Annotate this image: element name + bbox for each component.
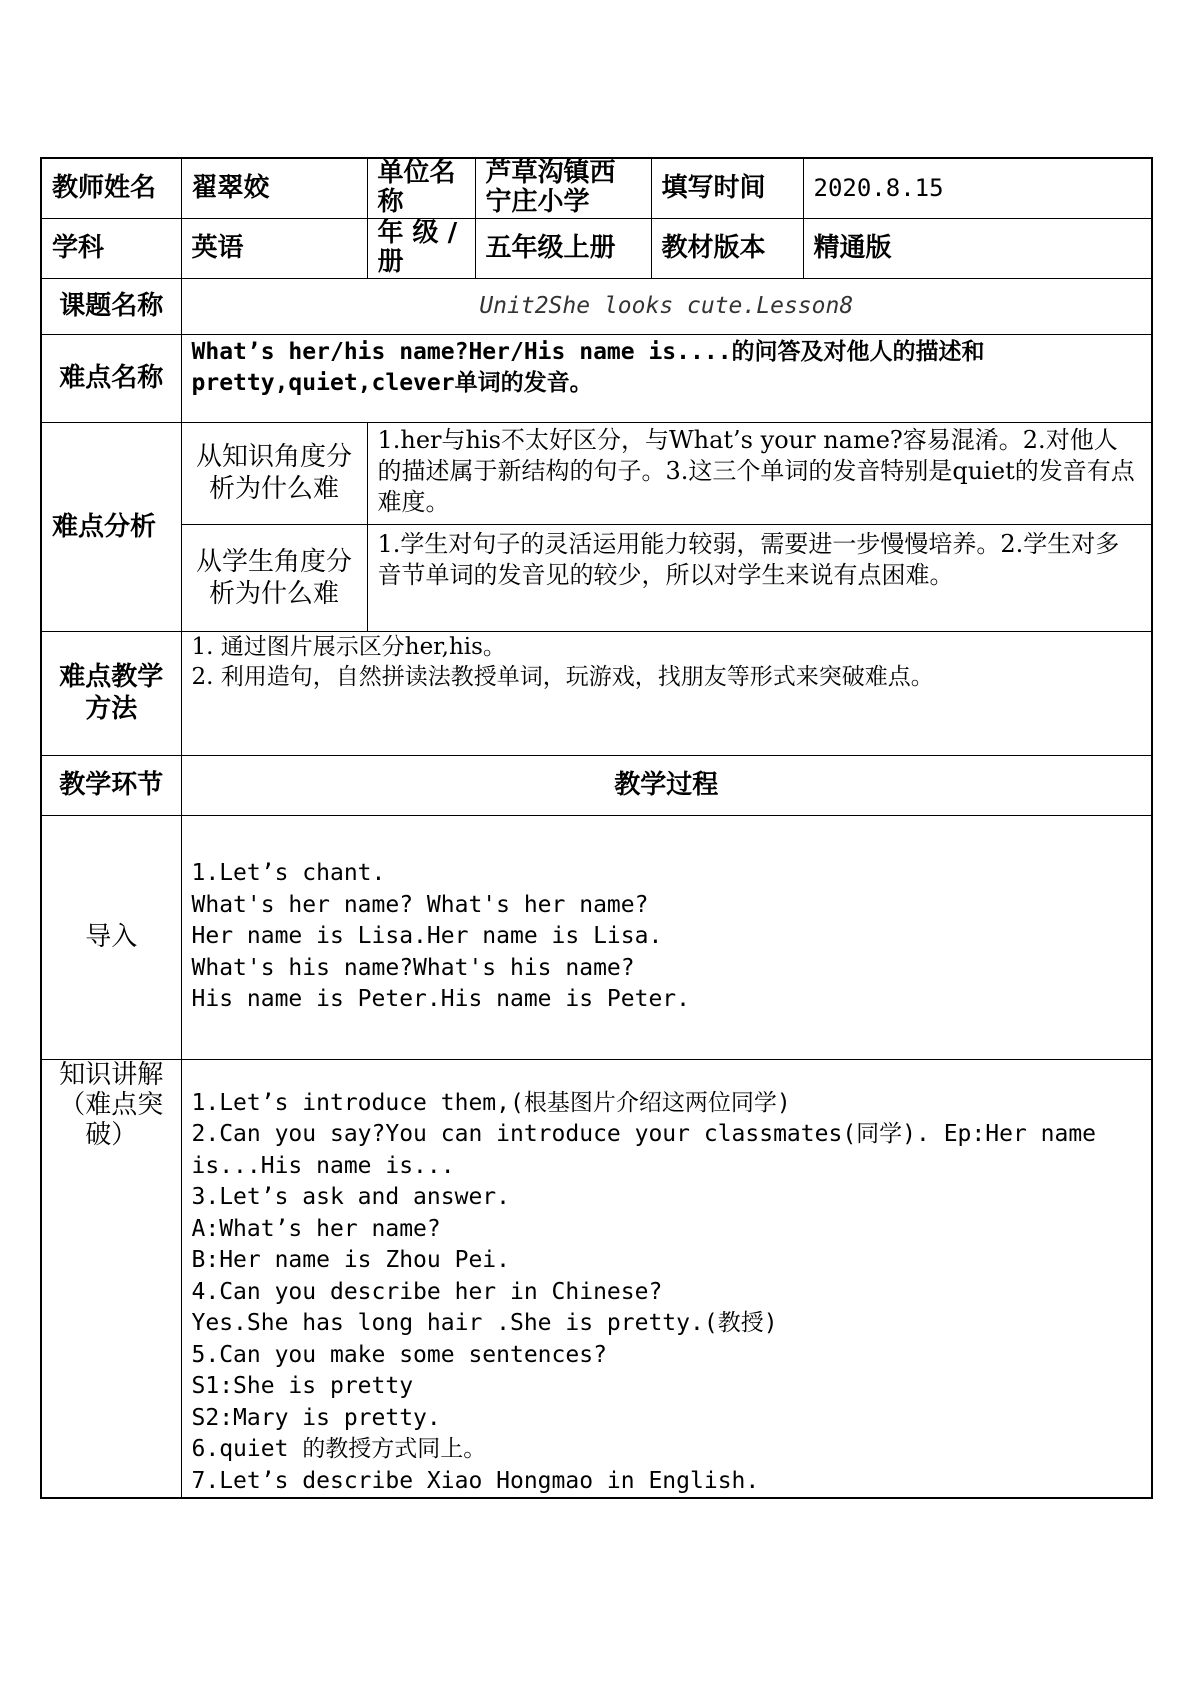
edition-value: 精通版 [803,218,1152,278]
subject-label: 学科 [41,218,181,278]
topic-row [41,278,1152,334]
analysis-row [41,422,1152,524]
knowledge-angle-label: 从知识角度分析为什么难 [181,422,367,524]
knowledge-line-5: B:Her name is Zhou Pei. [191,1247,510,1273]
analysis-label: 难点分析 [41,422,181,631]
knowledge-row [41,1059,1152,1498]
grade-label: 年 级 / 册 [367,218,475,278]
knowledge-line-7: Yes.She has long hair .She is pretty.(教授) [191,1310,778,1336]
unit-value: 芦草沟镇西宁庄小学 [475,158,651,218]
knowledge-line-8: 5.Can you make some sentences? [191,1341,607,1368]
difficulty-label: 难点名称 [41,334,181,422]
student-angle-value: 1.学生对句子的灵活运用能力较弱，需要进一步慢慢培养。2.学生对多音节单词的发音见的较少，所以对学生来说有点困难。 [367,524,1152,631]
difficulty-row [41,334,1152,422]
intro-line-2: What's her name? What's her name? [191,891,649,918]
knowledge-line-10: S2:Mary is pretty. [191,1404,441,1431]
intro-line-5: His name is Peter.His name is Peter. [191,986,690,1013]
method-line-1: 1. 通过图片展示区分her,his。 [191,633,506,660]
difficulty-value: What’s her/his name?Her/His name is....的问答及对他人的描述和pretty,quiet,clever单词的发音。 [181,334,1152,422]
lesson-plan-page [40,157,1151,1499]
student-angle-label: 从学生角度分析为什么难 [181,524,367,631]
knowledge-line-2: 2.Can you say?You can introduce your classmates(同学). Ep:Her name is...His name is... [191,1121,1110,1179]
analysis-row-2 [41,524,1152,631]
intro-lines [181,815,1152,1059]
intro-label: 导入 [41,815,181,1059]
header-row-2 [41,218,1152,278]
topic-label: 课题名称 [41,278,181,334]
unit-label: 单位名称 [367,158,475,218]
method-line-2: 2. 利用造句，自然拼读法教授单词，玩游戏，找朋友等形式来突破难点。 [191,663,934,690]
teacher-value: 翟翠姣 [181,158,367,218]
intro-line-1: 1.Let’s chant. [191,860,386,887]
intro-line-4: What's his name?What's his name? [191,954,635,981]
knowledge-line-1: 1.Let’s introduce them,(根基图片介绍这两位同学) [191,1089,791,1116]
process-header-row [41,755,1152,815]
knowledge-lines [181,1059,1152,1498]
edition-label: 教材版本 [651,218,803,278]
lesson-plan-table [40,157,1153,1499]
header-row-1 [41,158,1152,218]
knowledge-label: 知识讲解（难点突破） [41,1059,181,1498]
method-lines [181,631,1152,755]
subject-value: 英语 [181,218,367,278]
knowledge-line-12: 7.Let’s describe Xiao Hongmao in English. [191,1467,760,1494]
date-value: 2020.8.15 [803,158,1152,218]
intro-line-3: Her name is Lisa.Her name is Lisa. [191,923,663,950]
knowledge-line-11: 6.quiet 的教授方式同上。 [191,1436,487,1462]
stage-header: 教学环节 [41,755,181,815]
topic-value: Unit2She looks cute.Lesson8 [181,278,1152,334]
knowledge-line-9: S1:She is pretty [191,1373,414,1399]
date-label: 填写时间 [651,158,803,218]
method-label: 难点教学方法 [41,631,181,755]
knowledge-angle-value: 1.her与his不太好区分，与What’s your name?容易混淆。2.对他人的描述属于新结构的句子。3.这三个单词的发音特别是quiet的发音有点难度。 [367,422,1152,524]
knowledge-line-3: 3.Let’s ask and answer. [191,1184,510,1210]
method-row [41,631,1152,755]
knowledge-line-4: A:What’s her name? [191,1215,441,1242]
intro-row [41,815,1152,1059]
grade-value: 五年级上册 [475,218,651,278]
teacher-label: 教师姓名 [41,158,181,218]
knowledge-line-6: 4.Can you describe her in Chinese? [191,1278,663,1305]
process-header: 教学过程 [181,755,1152,815]
